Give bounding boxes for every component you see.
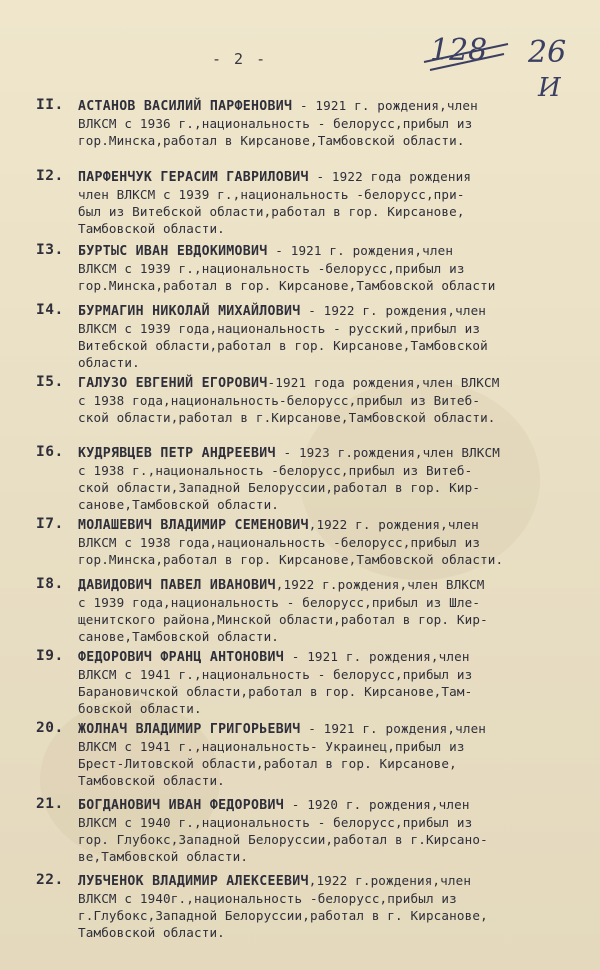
person-name: ЖОЛНАЧ ВЛАДИМИР ГРИГОРЬЕВИЧ (78, 722, 301, 737)
archive-folio-mark (420, 26, 590, 106)
list-item (36, 576, 594, 645)
person-name: АСТАНОВ ВАСИЛИЙ ПАРФЕНОВИЧ (78, 99, 293, 114)
list-item (36, 242, 594, 294)
entry-text: ПАРФЕНЧУК ГЕРАСИМ ГАВРИЛОВИЧ - 1922 года рождения член ВЛКСМ с 1939 г.,национальность -белорусс,при- был из Витебской области,работал в гор. Кирсанове, Тамбовской области. (78, 169, 472, 236)
person-name: МОЛАШЕВИЧ ВЛАДИМИР СЕМЕНОВИЧ (78, 518, 309, 533)
person-name: ФЕДОРОВИЧ ФРАНЦ АНТОНОВИЧ (78, 650, 284, 665)
list-item (36, 97, 594, 149)
entry-number: 22. (36, 872, 64, 888)
entry-text: ФЕДОРОВИЧ ФРАНЦ АНТОНОВИЧ - 1921 г. рождения,член ВЛКСМ с 1941 г.,национальность - белорусс,прибыл из Барановичской области,работал в гор. Кирсанове,Там- бовской области. (78, 649, 473, 716)
list-item (36, 720, 594, 789)
list-item (36, 302, 594, 371)
struck-folio-number: 128 (430, 33, 488, 68)
person-name: ЛУБЧЕНОК ВЛАДИМИР АЛЕКСЕЕВИЧ (78, 874, 309, 889)
list-item (36, 444, 594, 513)
entry-text: ДАВИДОВИЧ ПАВЕЛ ИВАНОВИЧ,1922 г.рождения,член ВЛКСМ с 1939 года,национальность - белорусс,прибыл из Шле- щенитского района,Минской области,работал в гор. Кир- санове,Тамбовской области. (78, 577, 488, 644)
person-name: БУРМАГИН НИКОЛАЙ МИХАЙЛОВИЧ (78, 304, 301, 319)
entry-number: II. (36, 97, 64, 113)
entry-text: БУРТЫС ИВАН ЕВДОКИМОВИЧ - 1921 г. рождения,член ВЛКСМ с 1939 г.,национальность -белорусс,прибыл из гор.Минска,работал в гор. Кирсанове,Тамбовской области (78, 243, 496, 293)
entry-text: МОЛАШЕВИЧ ВЛАДИМИР СЕМЕНОВИЧ,1922 г. рождения,член ВЛКСМ с 1938 года,национальность -белорусс,прибыл из гор.Минска,работал в гор. Кирсанове,Тамбовской области. (78, 517, 504, 567)
page-number: - 2 - (212, 50, 268, 68)
entry-number: I2. (36, 168, 64, 184)
entry-number: 20. (36, 720, 64, 736)
entry-number: I8. (36, 576, 64, 592)
entry-text: БОГДАНОВИЧ ИВАН ФЕДОРОВИЧ - 1920 г. рождения,член ВЛКСМ с 1940 г.,национальность - белорусс,прибыл из гор. Глубокс,Западной Белоруссии,работал в г.Кирсано- ве,Тамбовской области. (78, 797, 488, 864)
person-name: ПАРФЕНЧУК ГЕРАСИМ ГАВРИЛОВИЧ (78, 170, 309, 185)
person-name: ГАЛУЗО ЕВГЕНИЙ ЕГОРОВИЧ (78, 376, 268, 391)
entry-text: ЖОЛНАЧ ВЛАДИМИР ГРИГОРЬЕВИЧ - 1921 г. рождения,член ВЛКСМ с 1941 г.,национальность- Украинец,прибыл из Брест-Литовской области,работал в гор. Кирсанове, Тамбовской области. (78, 721, 487, 788)
person-name: ДАВИДОВИЧ ПАВЕЛ ИВАНОВИЧ (78, 578, 276, 593)
list-item (36, 648, 594, 717)
list-item (36, 516, 594, 568)
entry-text: ЛУБЧЕНОК ВЛАДИМИР АЛЕКСЕЕВИЧ,1922 г.рождения,член ВЛКСМ с 1940г.,национальность -белорусс,прибыл из г.Глубокс,Западной Белоруссии,работал в г. Кирсанове, Тамбовской области. (78, 873, 488, 940)
person-name: КУДРЯВЦЕВ ПЕТР АНДРЕЕВИЧ (78, 446, 276, 461)
person-name: БУРТЫС ИВАН ЕВДОКИМОВИЧ (78, 244, 268, 259)
person-name: БОГДАНОВИЧ ИВАН ФЕДОРОВИЧ (78, 798, 284, 813)
entry-text: БУРМАГИН НИКОЛАЙ МИХАЙЛОВИЧ - 1922 г. рождения,член ВЛКСМ с 1939 года,национальность - русский,прибыл из Витебской области,работал в гор. Кирсанове,Тамбовской области. (78, 303, 488, 370)
list-item (36, 796, 594, 865)
entry-number: 21. (36, 796, 64, 812)
entry-number: I7. (36, 516, 64, 532)
entry-number: I4. (36, 302, 64, 318)
folio-suffix: И (538, 73, 561, 103)
list-item (36, 374, 594, 426)
current-folio-number: 26 (528, 35, 567, 70)
entry-number: I3. (36, 242, 64, 258)
entry-text: КУДРЯВЦЕВ ПЕТР АНДРЕЕВИЧ - 1923 г.рождения,член ВЛКСМ с 1938 г.,национальность -белорусс,прибыл из Витеб- ской области,Западной Белоруссии,работал в гор. Кир- санове,Тамбовской области. (78, 445, 500, 512)
entry-text: АСТАНОВ ВАСИЛИЙ ПАРФЕНОВИЧ - 1921 г. рождения,член ВЛКСМ с 1936 г.,национальность - белорусс,прибыл из гор.Минска,работал в Кирсанове,Тамбовской области. (78, 98, 478, 148)
entry-number: I6. (36, 444, 64, 460)
entry-text: ГАЛУЗО ЕВГЕНИЙ ЕГОРОВИЧ-1921 года рождения,член ВЛКСМ с 1938 года,национальность-белорусс,прибыл из Витеб- ской области,работал в г.Кирсанове,Тамбовской области. (78, 375, 500, 425)
entry-number: I5. (36, 374, 64, 390)
list-item (36, 168, 594, 237)
entry-number: I9. (36, 648, 64, 664)
list-item (36, 872, 594, 941)
